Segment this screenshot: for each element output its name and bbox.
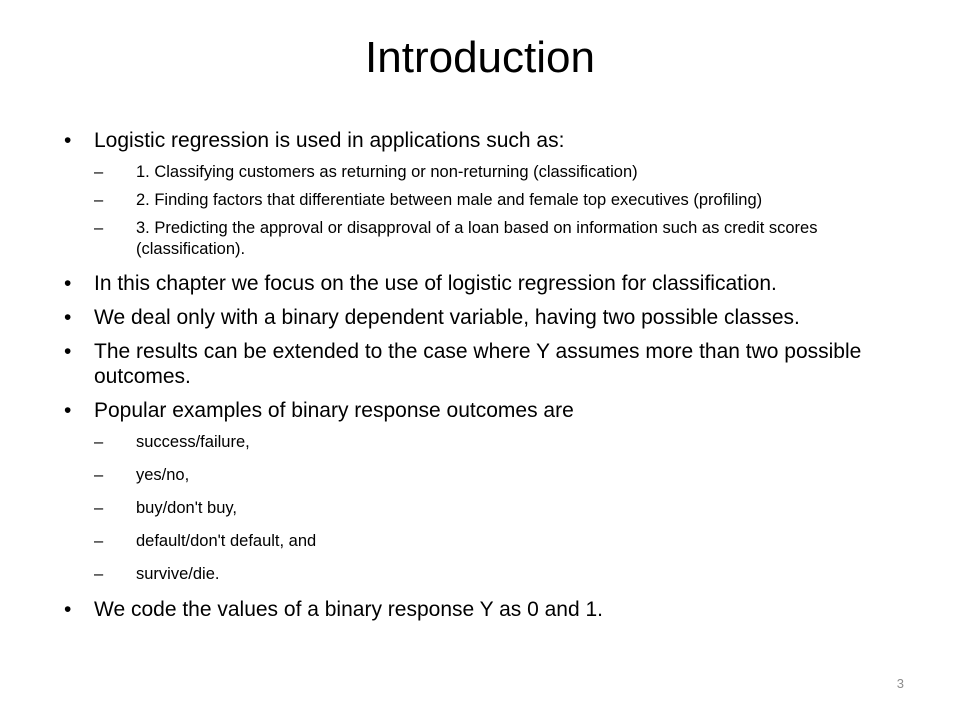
bullet-icon: •: [64, 598, 72, 621]
dash-icon: –: [94, 499, 104, 517]
bullet-text: In this chapter we focus on the use of logistic regression for classification.: [94, 272, 777, 295]
sub-bullet-text: 2. Finding factors that differentiate between male and female top executives (profiling): [136, 191, 763, 209]
bullet-item: [64, 398, 924, 423]
bullet-icon: •: [64, 340, 72, 363]
dash-icon: –: [94, 532, 104, 550]
bullet-text: Popular examples of binary response outcomes are: [94, 399, 574, 422]
sub-bullet-item: [94, 190, 924, 211]
sub-bullet-item: [94, 218, 924, 260]
sub-bullet-text: buy/don't buy,: [136, 499, 237, 517]
bullet-icon: •: [64, 272, 72, 295]
sub-bullet-item: [94, 531, 924, 552]
bullet-icon: •: [64, 306, 72, 329]
dash-icon: –: [94, 219, 104, 237]
bullet-text: We deal only with a binary dependent variable, having two possible classes.: [94, 306, 800, 329]
sub-bullet-text: 1. Classifying customers as returning or non-returning (classification): [136, 163, 638, 181]
dash-icon: –: [94, 191, 104, 209]
bullet-text: The results can be extended to the case where Y assumes more than two possible outcomes.: [94, 340, 862, 388]
bullet-item: [64, 271, 924, 296]
bullet-icon: •: [64, 399, 72, 422]
dash-icon: –: [94, 433, 104, 451]
sub-bullet-item: [94, 162, 924, 183]
sub-bullet-item: [94, 564, 924, 585]
bullet-item: [64, 305, 924, 330]
dash-icon: –: [94, 565, 104, 583]
bullet-item: [64, 597, 924, 622]
sub-bullet-text: yes/no,: [136, 466, 190, 484]
sub-bullet-text: default/don't default, and: [136, 532, 317, 550]
sub-bullet-text: 3. Predicting the approval or disapproval of a loan based on information such as credit scores (classification).: [136, 219, 818, 258]
bullet-item: [64, 339, 924, 389]
bullet-text: We code the values of a binary response Y as 0 and 1.: [94, 598, 604, 621]
slide-title: Introduction: [365, 33, 595, 82]
bullet-item: [64, 128, 924, 153]
sub-bullet-item: [94, 498, 924, 519]
sub-bullet-item: [94, 465, 924, 486]
slide-number: 3: [896, 676, 904, 691]
dash-icon: –: [94, 466, 104, 484]
sub-bullet-text: survive/die.: [136, 565, 220, 583]
sub-bullet-item: [94, 432, 924, 453]
slide-body: [64, 128, 924, 631]
bullet-text: Logistic regression is used in applications such as:: [94, 129, 565, 152]
dash-icon: –: [94, 163, 104, 181]
sub-bullet-text: success/failure,: [136, 433, 250, 451]
bullet-icon: •: [64, 129, 72, 152]
